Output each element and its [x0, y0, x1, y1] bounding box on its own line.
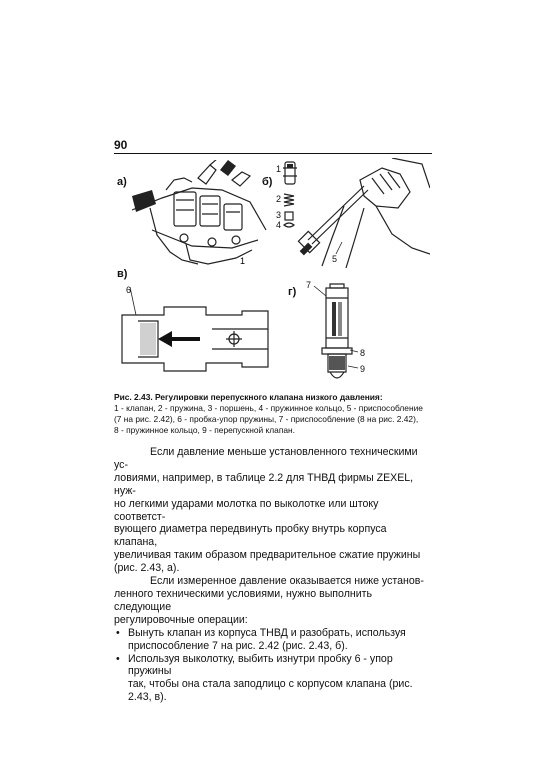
bullet-line: так, чтобы она стала заподлицо с корпусом клапана (рис. 2.43, в). — [128, 678, 413, 704]
para1-line: увеличивая таким образом предварительное сжатие пружины — [114, 549, 421, 562]
para2-line: ленного техническими условиями, нужно выполнить следующие — [114, 587, 373, 613]
callout-b-5: 5 — [332, 254, 338, 264]
para1-line: (рис. 2.43, а). — [114, 562, 180, 575]
caption-title: Рис. 2.43. Регулировки перепускного клапана низкого давления: — [114, 392, 383, 402]
callout-g-7: 7 — [306, 280, 312, 290]
para1-line: вующего диаметра передвинуть пробку внутрь корпуса клапана, — [114, 523, 387, 549]
callout-v-6: 6 — [126, 285, 132, 295]
page-number: 90 — [114, 138, 128, 152]
bullet-line: • Вынуть клапан из корпуса ТНВД и разобрать, используя — [128, 626, 406, 639]
body-text — [114, 446, 432, 704]
para2-line: регулировочные операции: — [114, 613, 248, 626]
para1-line: но легкими ударами молотка по выколотке или штоку соответст- — [114, 497, 379, 523]
callout-b-1: 1 — [276, 164, 282, 174]
bullet-item — [114, 653, 432, 705]
callout-b-3: 3 — [276, 210, 282, 220]
figure-caption — [114, 392, 432, 436]
bullet-item — [114, 627, 432, 653]
callout-b-4: 4 — [276, 220, 282, 230]
callout-b-2: 2 — [276, 194, 282, 204]
bullet-list — [114, 627, 432, 704]
panel-label-v: в) — [117, 268, 128, 280]
figure-panel-b — [272, 158, 430, 270]
header-rule — [114, 153, 432, 154]
figure-panel-a — [132, 160, 267, 268]
panel-label-g: г) — [288, 286, 297, 298]
bullet-line: • Используя выколотку, выбить изнутри пробку 6 - упор пружины — [128, 652, 393, 678]
figure-panel-v — [118, 283, 278, 383]
para1-line: Если давление меньше установленного техническими ус- — [114, 446, 418, 471]
caption-line: 1 - клапан, 2 - пружина, 3 - поршень, 4 - пружинное кольцо, 5 - приспособление — [114, 403, 423, 413]
para2-line: Если измеренное давление оказывается ниже установ- — [150, 575, 424, 588]
caption-line: (7 на рис. 2.42), 6 - пробка-упор пружины, 7 - приспособление (8 на рис. 2.42), — [114, 414, 419, 424]
panel-label-a: а) — [117, 176, 127, 188]
bullet-line: приспособление 7 на рис. 2.42 (рис. 2.43, б). — [128, 639, 348, 652]
caption-line: 8 - пружинное кольцо, 9 - перепускной клапан. — [114, 425, 295, 435]
callout-g-9: 9 — [360, 364, 366, 374]
para1-line: ловиями, например, в таблице 2.2 для ТНВД фирмы ZEXEL, нуж- — [114, 471, 414, 497]
figure-panel-g — [300, 280, 390, 390]
callout-a: 1 — [240, 256, 246, 266]
callout-g-8: 8 — [360, 348, 366, 358]
panel-label-b: б) — [262, 176, 273, 188]
